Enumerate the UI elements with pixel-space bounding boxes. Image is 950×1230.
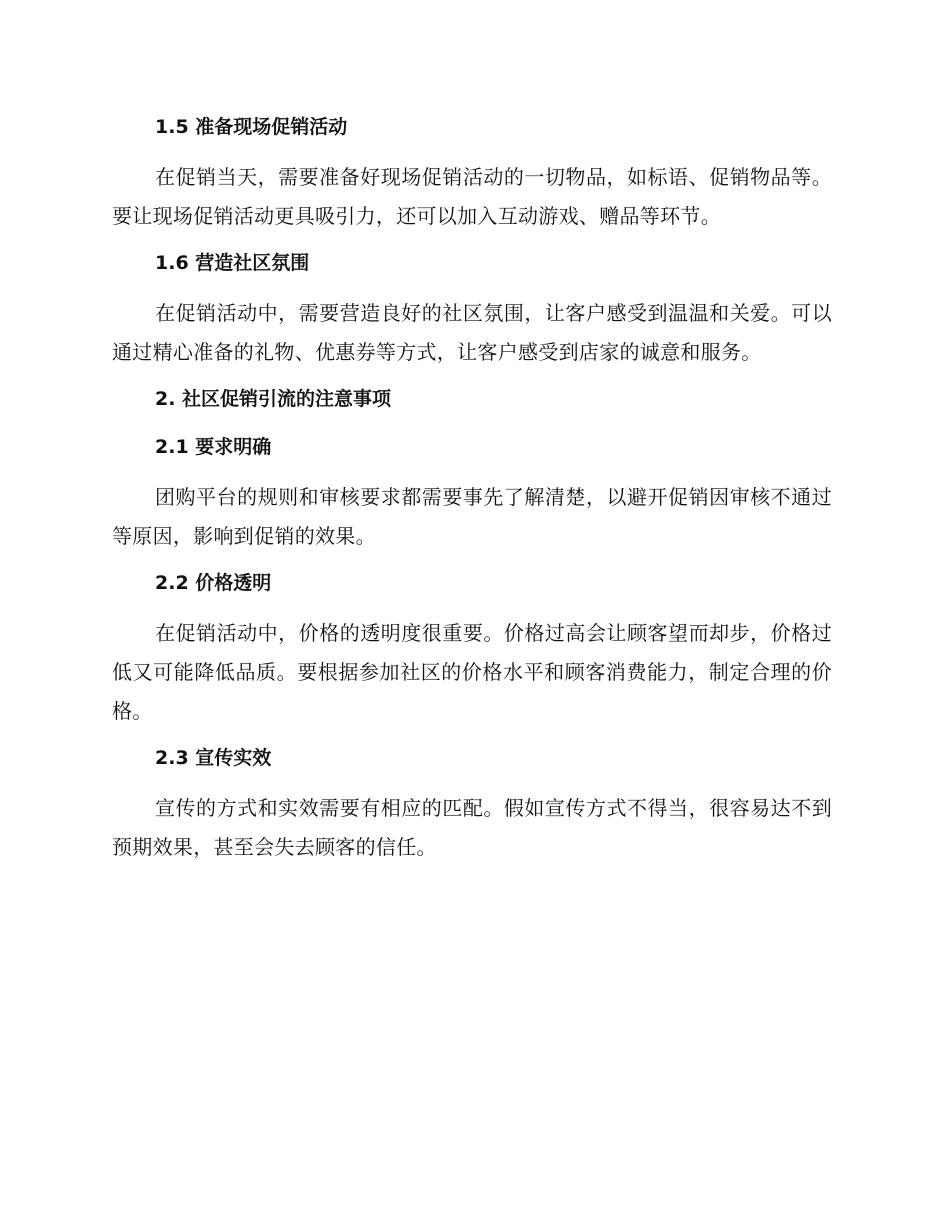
section-heading-1-5: 1.5 准备现场促销活动 <box>155 116 348 138</box>
section-heading-1-6: 1.6 营造社区氛围 <box>155 252 310 274</box>
section-heading-2-2: 2.2 价格透明 <box>155 572 272 594</box>
section-paragraph-2-3: 宣传的方式和实效需要有相应的匹配。假如宣传方式不得当，很容易达不到预期效果，甚至会失去顾客的信任。 <box>112 796 832 859</box>
section-heading-2-3: 2.3 宣传实效 <box>155 747 272 769</box>
section-paragraph-1-5: 在促销当天，需要准备好现场促销活动的一切物品，如标语、促销物品等。要让现场促销活动更具吸引力，还可以加入互动游戏、赠品等环节。 <box>112 165 832 228</box>
section-paragraph-2-1: 团购平台的规则和审核要求都需要事先了解清楚，以避开促销因审核不通过等原因，影响到促销的效果。 <box>112 485 832 548</box>
section-heading-2-1: 2.1 要求明确 <box>155 436 272 458</box>
section-paragraph-2-2: 在促销活动中，价格的透明度很重要。价格过高会让顾客望而却步，价格过低又可能降低品质。要根据参加社区的价格水平和顾客消费能力，制定合理的价格。 <box>112 621 832 723</box>
section-heading-2: 2. 社区促销引流的注意事项 <box>155 388 392 410</box>
document-body <box>112 110 832 877</box>
section-paragraph-1-6: 在促销活动中，需要营造良好的社区氛围，让客户感受到温温和关爱。可以通过精心准备的礼物、优惠券等方式，让客户感受到店家的诚意和服务。 <box>112 301 832 364</box>
